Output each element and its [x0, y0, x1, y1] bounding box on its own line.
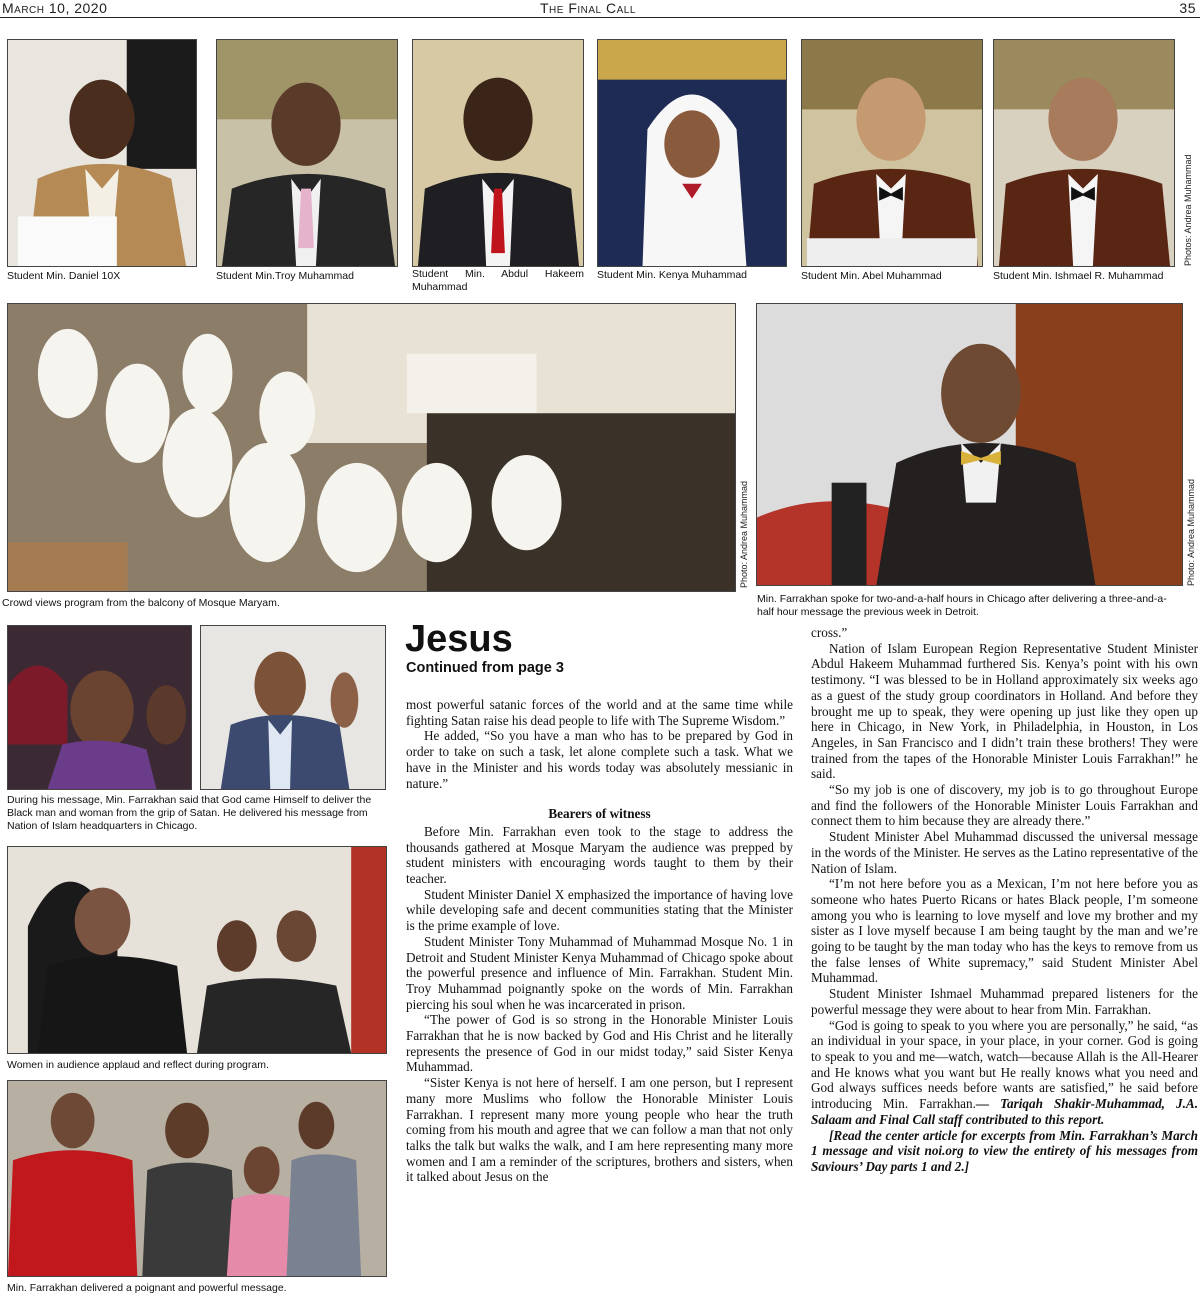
top-row-photo-credit: Photos: Andrea Muhammad: [1183, 154, 1193, 266]
article-paragraph: He added, “So you have a man who has to be prepared by God in order to take on such a task, let alone complete such a task. What we have in the Minister and his words today was absolutely messianic in nature.”: [406, 728, 793, 791]
audience-photo-man: [200, 625, 386, 790]
article-column-1: [406, 697, 793, 1185]
crowd-photo-caption: Crowd views program from the balcony of Mosque Maryam.: [2, 597, 280, 609]
portrait-caption-abel: Student Min. Abel Muhammad: [801, 270, 942, 282]
portrait-photo-kenya: [597, 39, 787, 267]
audience-photo-standing: [7, 1080, 387, 1277]
portrait-caption-daniel: Student Min. Daniel 10X: [7, 270, 121, 282]
article-paragraph-text: “God is going to speak to you where you are personally,” he said, “as an individual in your space, in your place, in your corner. God is going to speak to you and me—watch, watch—because Allah is the All-Hearer and He knows what you want but He really knows what you need and God always suffices needs before wants are satisfied,” he said before introducing Min. Farrakhan.: [811, 1017, 1198, 1112]
article-continued-from: Continued from page 3: [406, 660, 564, 676]
portrait-photo-daniel: [7, 39, 197, 267]
article-paragraph: “Sister Kenya is not here of herself. I am one person, but I represent many more Muslims who follow the Honorable Minister Louis Farrakhan. I represent many more young people who hear the truth coming from his mouth and agree that we can follow a man that not only talks the talk but walks the walk, and I am here representing many more women and I am a reminder of the scriptures, brothers and sisters, when it talked about Jesus on the: [406, 1075, 793, 1185]
article-paragraph: cross.”: [811, 625, 848, 640]
section-heading: Bearers of witness: [548, 806, 651, 822]
article-paragraph: [811, 1018, 1198, 1128]
article-paragraph: Student Minister Daniel X emphasized the importance of having love while developing safe and decent communities stating that the Minister is the prime example of love.: [406, 886, 793, 934]
portrait-photo-abel: [801, 39, 983, 267]
page-header: [0, 0, 1200, 18]
crowd-photo-credit: Photo: Andrea Muhammad: [739, 480, 749, 588]
portrait-photo-abdul-hakeem: [412, 39, 584, 267]
article-paragraph: “I’m not here before you as a Mexican, I’m not here before you as someone who hates Puerto Ricans or hates Black people, I’m someone among you who is learning to love myself and love my brother and my sister as I love myself because I am being taught by the man and we’re going to be taught by the man today who has the keys to remove from us the false lenses of White supremacy,” said Student Minister Abel Muhammad.: [811, 876, 1198, 986]
portrait-caption-abdul-hakeem: Student Min. Abdul Hakeem Muhammad: [412, 268, 584, 293]
audience-photo-women-applaud: [7, 846, 387, 1054]
audience-caption-1: During his message, Min. Farrakhan said that God came Himself to deliver the Black man and woman from the grip of Satan. He delivered his message from Nation of Islam headquarters in Chicago.: [7, 794, 372, 832]
speaker-photo-farrakhan: [756, 303, 1183, 586]
article-byline: — Tariqah Shakir-Muhammad, J.A. Salaam and Final Call staff contributed to this report.: [811, 1096, 1198, 1127]
article-paragraph: Student Minister Ishmael Muhammad prepared listeners for the powerful message they were about to hear from Min. Farrakhan.: [811, 986, 1198, 1017]
article-paragraph: “So my job is one of discovery, my job is to go throughout Europe and find the followers of the Honorable Minister Louis Farrakhan and connect them to him because they are already there.”: [811, 782, 1198, 829]
audience-caption-3: Min. Farrakhan delivered a poignant and powerful message.: [7, 1282, 287, 1294]
article-headline: Jesus: [405, 618, 513, 660]
speaker-photo-caption: Min. Farrakhan spoke for two-and-a-half hours in Chicago after delivering a three-and-a-half hour message the previous week in Detroit.: [757, 593, 1167, 618]
issue-date: March 10, 2020: [2, 0, 108, 16]
page-number: 35: [1179, 0, 1196, 16]
portrait-caption-kenya: Student Min. Kenya Muhammad: [597, 269, 747, 281]
article-column-2: [811, 625, 1198, 1175]
article-paragraph: Student Minister Abel Muhammad discussed the universal message in the words of the Minister. He serves as the Latino representative of the Nation of Islam.: [811, 829, 1198, 876]
portrait-caption-troy: Student Min.Troy Muhammad: [216, 270, 354, 282]
article-paragraph: Before Min. Farrakhan even took to the stage to address the thousands gathered at Mosque Maryam the audience was prepped by student ministers with encouraging words taught to them by their teacher.: [406, 823, 793, 887]
article-paragraph: most powerful satanic forces of the world and at the same time while fighting Satan raise his dead people to life with The Supreme Wisdom.”: [406, 697, 793, 728]
speaker-photo-credit: Photo: Andrea Muhammad: [1186, 478, 1196, 586]
article-paragraph: Student Minister Tony Muhammad of Muhammad Mosque No. 1 in Detroit and Student Minister Kenya Muhammad of Chicago spoke about the powerful presence and influence of Min. Farrakhan. Student Min. Troy Muhammad poignantly spoke on the words of Min. Farrakhan piercing his soul when he was incarcerated in prison.: [406, 933, 793, 1012]
article-paragraph: “The power of God is so strong in the Honorable Minister Louis Farrakhan that he is now backed by God and His Christ and he literally represents the presence of God in our midst today,” said Sister Kenya Muhammad.: [406, 1012, 793, 1075]
portrait-photo-troy: [216, 39, 398, 267]
publication-name: The Final Call: [540, 0, 636, 16]
editor-note: [Read the center article for excerpts from Min. Farrakhan’s March 1 message and visit noi.org to view the entirety of his messages from Saviours’ Day parts 1 and 2.]: [811, 1127, 1198, 1174]
portrait-photo-ishmael: [993, 39, 1175, 267]
portrait-caption-ishmael: Student Min. Ishmael R. Muhammad: [993, 270, 1164, 282]
crowd-photo: [7, 303, 736, 592]
audience-photo-women: [7, 625, 192, 790]
article-paragraph: Nation of Islam European Region Representative Student Minister Abdul Hakeem Muhammad furthered Sis. Kenya’s point with his own testimony. “I was blessed to be in Holland approximately six weeks ago as a guest of the study group coordinators in Holland. And before they brought me up to speak, they were opening up just like they open up here in Chicago, in New York, in Philadelphia, in Houston, in Los Angeles, in San Francisco and I didn’t train these brothers! They were trained from the tapes of the Honorable Minister Louis Farrakhan!” he said.: [811, 640, 1198, 782]
audience-caption-2: Women in audience applaud and reflect during program.: [7, 1059, 269, 1071]
